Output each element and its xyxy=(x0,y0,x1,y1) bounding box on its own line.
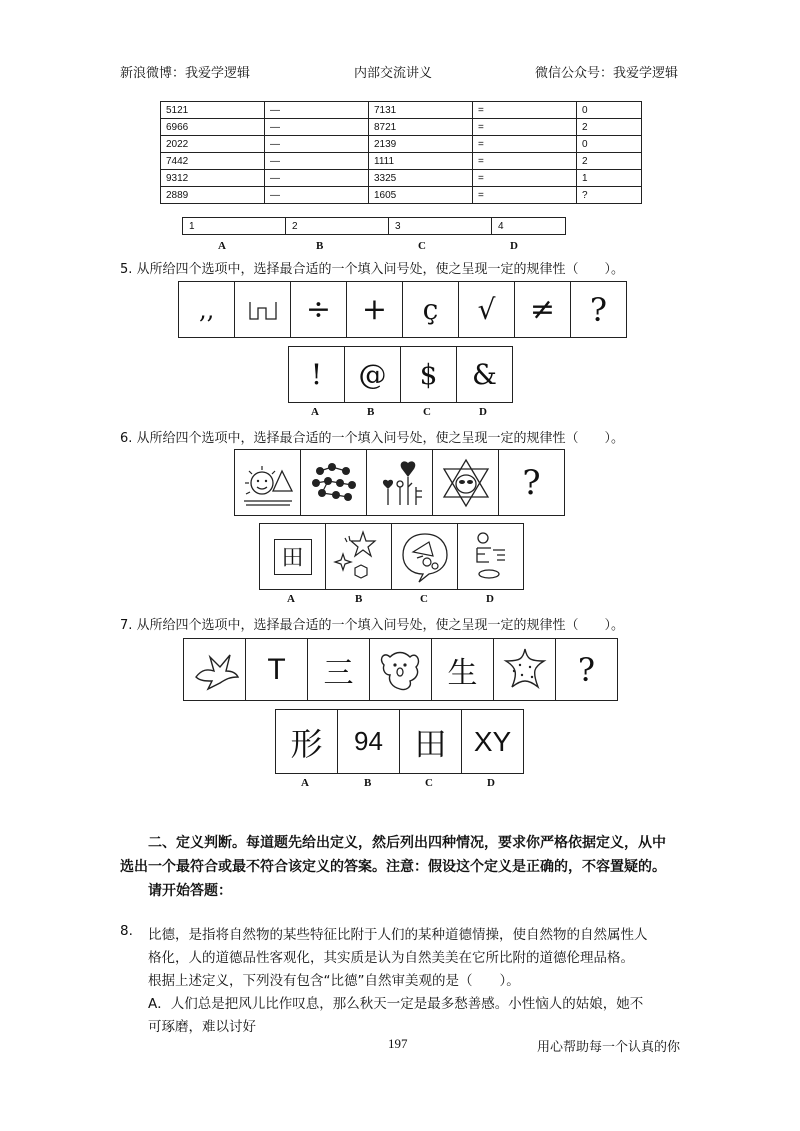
table-cell: — xyxy=(265,136,369,153)
q7-star-figure xyxy=(494,639,556,700)
q6-option-c xyxy=(392,524,458,589)
table-row xyxy=(161,187,642,204)
q5-symbol-plus: + xyxy=(347,282,403,337)
table-cell: — xyxy=(265,102,369,119)
table-cell: 5121 xyxy=(161,102,265,119)
table-cell: 1111 xyxy=(369,153,473,170)
question-8-line2: 格化，人的道德品性客观化，其实质是认为自然美美在它所比附的道德伦理品格。 xyxy=(148,950,634,966)
question-8-option-a-line1: A．人们总是把风儿比作叹息，那么秋天一定是最多愁善感。小性恼人的姑娘，她不 xyxy=(148,996,644,1012)
table-cell: 0 xyxy=(577,136,642,153)
page-number: 197 xyxy=(388,1036,408,1051)
option-letter: A xyxy=(218,240,226,252)
q7-option-c: 田 xyxy=(400,710,462,773)
option-letter: D xyxy=(479,406,487,418)
q5-symbol-meander xyxy=(235,282,291,337)
q5-sequence xyxy=(178,281,627,338)
table-cell: — xyxy=(265,119,369,136)
section-heading-line3: 请开始答题： xyxy=(148,883,232,899)
answer-table xyxy=(182,217,566,235)
table-row xyxy=(161,102,642,119)
q7-option-b: 94 xyxy=(338,710,400,773)
table-row xyxy=(161,153,642,170)
q7-options xyxy=(275,709,524,774)
q6-option-a xyxy=(260,524,326,589)
q5-option-c: $ xyxy=(401,347,457,402)
q5-symbol-not-equal: ≠ xyxy=(515,282,571,337)
q5-option-a: ! xyxy=(289,347,345,402)
option-letter: A xyxy=(301,777,309,789)
q5-symbol-quote: ‚‚ xyxy=(179,282,235,337)
table-cell: 2889 xyxy=(161,187,265,204)
question-8-option-a-line2: 可琢磨，难以讨好 xyxy=(148,1019,256,1035)
q7-char-sheng: 生 xyxy=(432,639,494,700)
option-letter: B xyxy=(367,406,375,418)
table-cell: 2022 xyxy=(161,136,265,153)
table-cell: — xyxy=(265,153,369,170)
q6-sun-mountain-figure xyxy=(235,450,301,515)
table-row xyxy=(161,119,642,136)
q6-options xyxy=(259,523,524,590)
question-6-text: 6. 从所给四个选项中，选择最合适的一个填入问号处，使之呈现一定的规律性（ ）。 xyxy=(120,431,625,446)
q6-option-b xyxy=(326,524,392,589)
q5-options xyxy=(288,346,513,403)
answer-cell: 2 xyxy=(286,218,389,235)
q7-option-d: XY xyxy=(473,725,512,757)
q7-char-san: 三 xyxy=(308,639,370,700)
answer-cell: 3 xyxy=(389,218,492,235)
table-cell: ? xyxy=(577,187,642,204)
question-8-line3: 根据上述定义，下列没有包含“比德”自然审美观的是（ ）。 xyxy=(148,973,520,989)
header-right: 微信公众号：我爱学逻辑 xyxy=(535,66,679,81)
table-row xyxy=(161,170,642,187)
table-cell: 1 xyxy=(577,170,642,187)
table-cell: 6966 xyxy=(161,119,265,136)
table-row xyxy=(161,136,642,153)
table-cell: 2 xyxy=(577,153,642,170)
option-letter: C xyxy=(418,240,426,252)
answer-cell: 1 xyxy=(183,218,286,235)
q6-star-alien-figure xyxy=(433,450,499,515)
table-cell: 0 xyxy=(577,102,642,119)
footer-slogan: 用心帮助每一个认真的你 xyxy=(537,1040,681,1055)
table-cell: 8721 xyxy=(369,119,473,136)
option-letter: B xyxy=(316,240,324,252)
number-table xyxy=(160,101,642,204)
q5-option-d: & xyxy=(472,358,497,391)
question-7-text: 7. 从所给四个选项中，选择最合适的一个填入问号处，使之呈现一定的规律性（ ）。 xyxy=(120,618,625,633)
q7-koala-figure xyxy=(370,639,432,700)
option-letter: C xyxy=(425,777,433,789)
header-center: 内部交流讲义 xyxy=(354,66,433,81)
q7-option-a: 形 xyxy=(276,710,338,773)
question-5-text: 5. 从所给四个选项中，选择最合适的一个填入问号处，使之呈现一定的规律性（ ）。 xyxy=(120,262,625,277)
q6-option-d xyxy=(458,524,523,589)
q6-dots-network-figure xyxy=(301,450,367,515)
table-cell: = xyxy=(473,119,577,136)
answer-cell: 4 xyxy=(492,218,566,235)
section-heading-line1: 二、定义判断。每道题先给出定义，然后列出四种情况，要求你严格依据定义，从中 xyxy=(148,835,666,851)
option-letter: B xyxy=(364,777,372,789)
q5-option-b: @ xyxy=(345,347,401,402)
table-cell: = xyxy=(473,136,577,153)
table-cell: 1605 xyxy=(369,187,473,204)
option-letter: D xyxy=(510,240,518,252)
q7-bird-figure xyxy=(184,639,246,700)
option-letter: C xyxy=(420,593,428,605)
option-letter: C xyxy=(423,406,431,418)
table-cell: 7131 xyxy=(369,102,473,119)
section-heading-line2: 选出一个最符合或最不符合该定义的答案。注意：假设这个定义是正确的，不容置疑的。 xyxy=(120,859,666,875)
header-left: 新浪微博：我爱学逻辑 xyxy=(120,66,251,81)
q6-option-a-char: 田 xyxy=(274,539,312,575)
table-cell: = xyxy=(473,153,577,170)
q5-question-mark: ? xyxy=(589,290,608,329)
table-cell: — xyxy=(265,187,369,204)
table-cell: 9312 xyxy=(161,170,265,187)
table-cell: = xyxy=(473,102,577,119)
q6-hearts-flowers-figure xyxy=(367,450,433,515)
option-letter: D xyxy=(487,777,495,789)
option-letter: A xyxy=(287,593,295,605)
table-cell: — xyxy=(265,170,369,187)
q6-sequence xyxy=(234,449,565,516)
option-letter: A xyxy=(311,406,319,418)
q7-question-mark: ? xyxy=(577,650,596,689)
table-cell: 2 xyxy=(577,119,642,136)
option-letter: D xyxy=(486,593,494,605)
q5-symbol-c-cedilla: ç xyxy=(403,282,459,337)
table-cell: = xyxy=(473,170,577,187)
question-8-line1: 比德，是指将自然物的某些特征比附于人们的某种道德情操，使自然物的自然属性人 xyxy=(148,927,648,943)
q5-symbol-divide: ÷ xyxy=(291,282,347,337)
q6-question-mark: ? xyxy=(522,462,541,503)
q7-letter-t: T xyxy=(246,639,308,700)
table-cell: 2139 xyxy=(369,136,473,153)
table-cell: = xyxy=(473,187,577,204)
table-cell: 7442 xyxy=(161,153,265,170)
table-cell: 3325 xyxy=(369,170,473,187)
option-letter: B xyxy=(355,593,363,605)
q7-sequence xyxy=(183,638,618,701)
q5-symbol-sqrt: √ xyxy=(459,282,515,337)
question-8-number: 8. xyxy=(120,923,133,939)
